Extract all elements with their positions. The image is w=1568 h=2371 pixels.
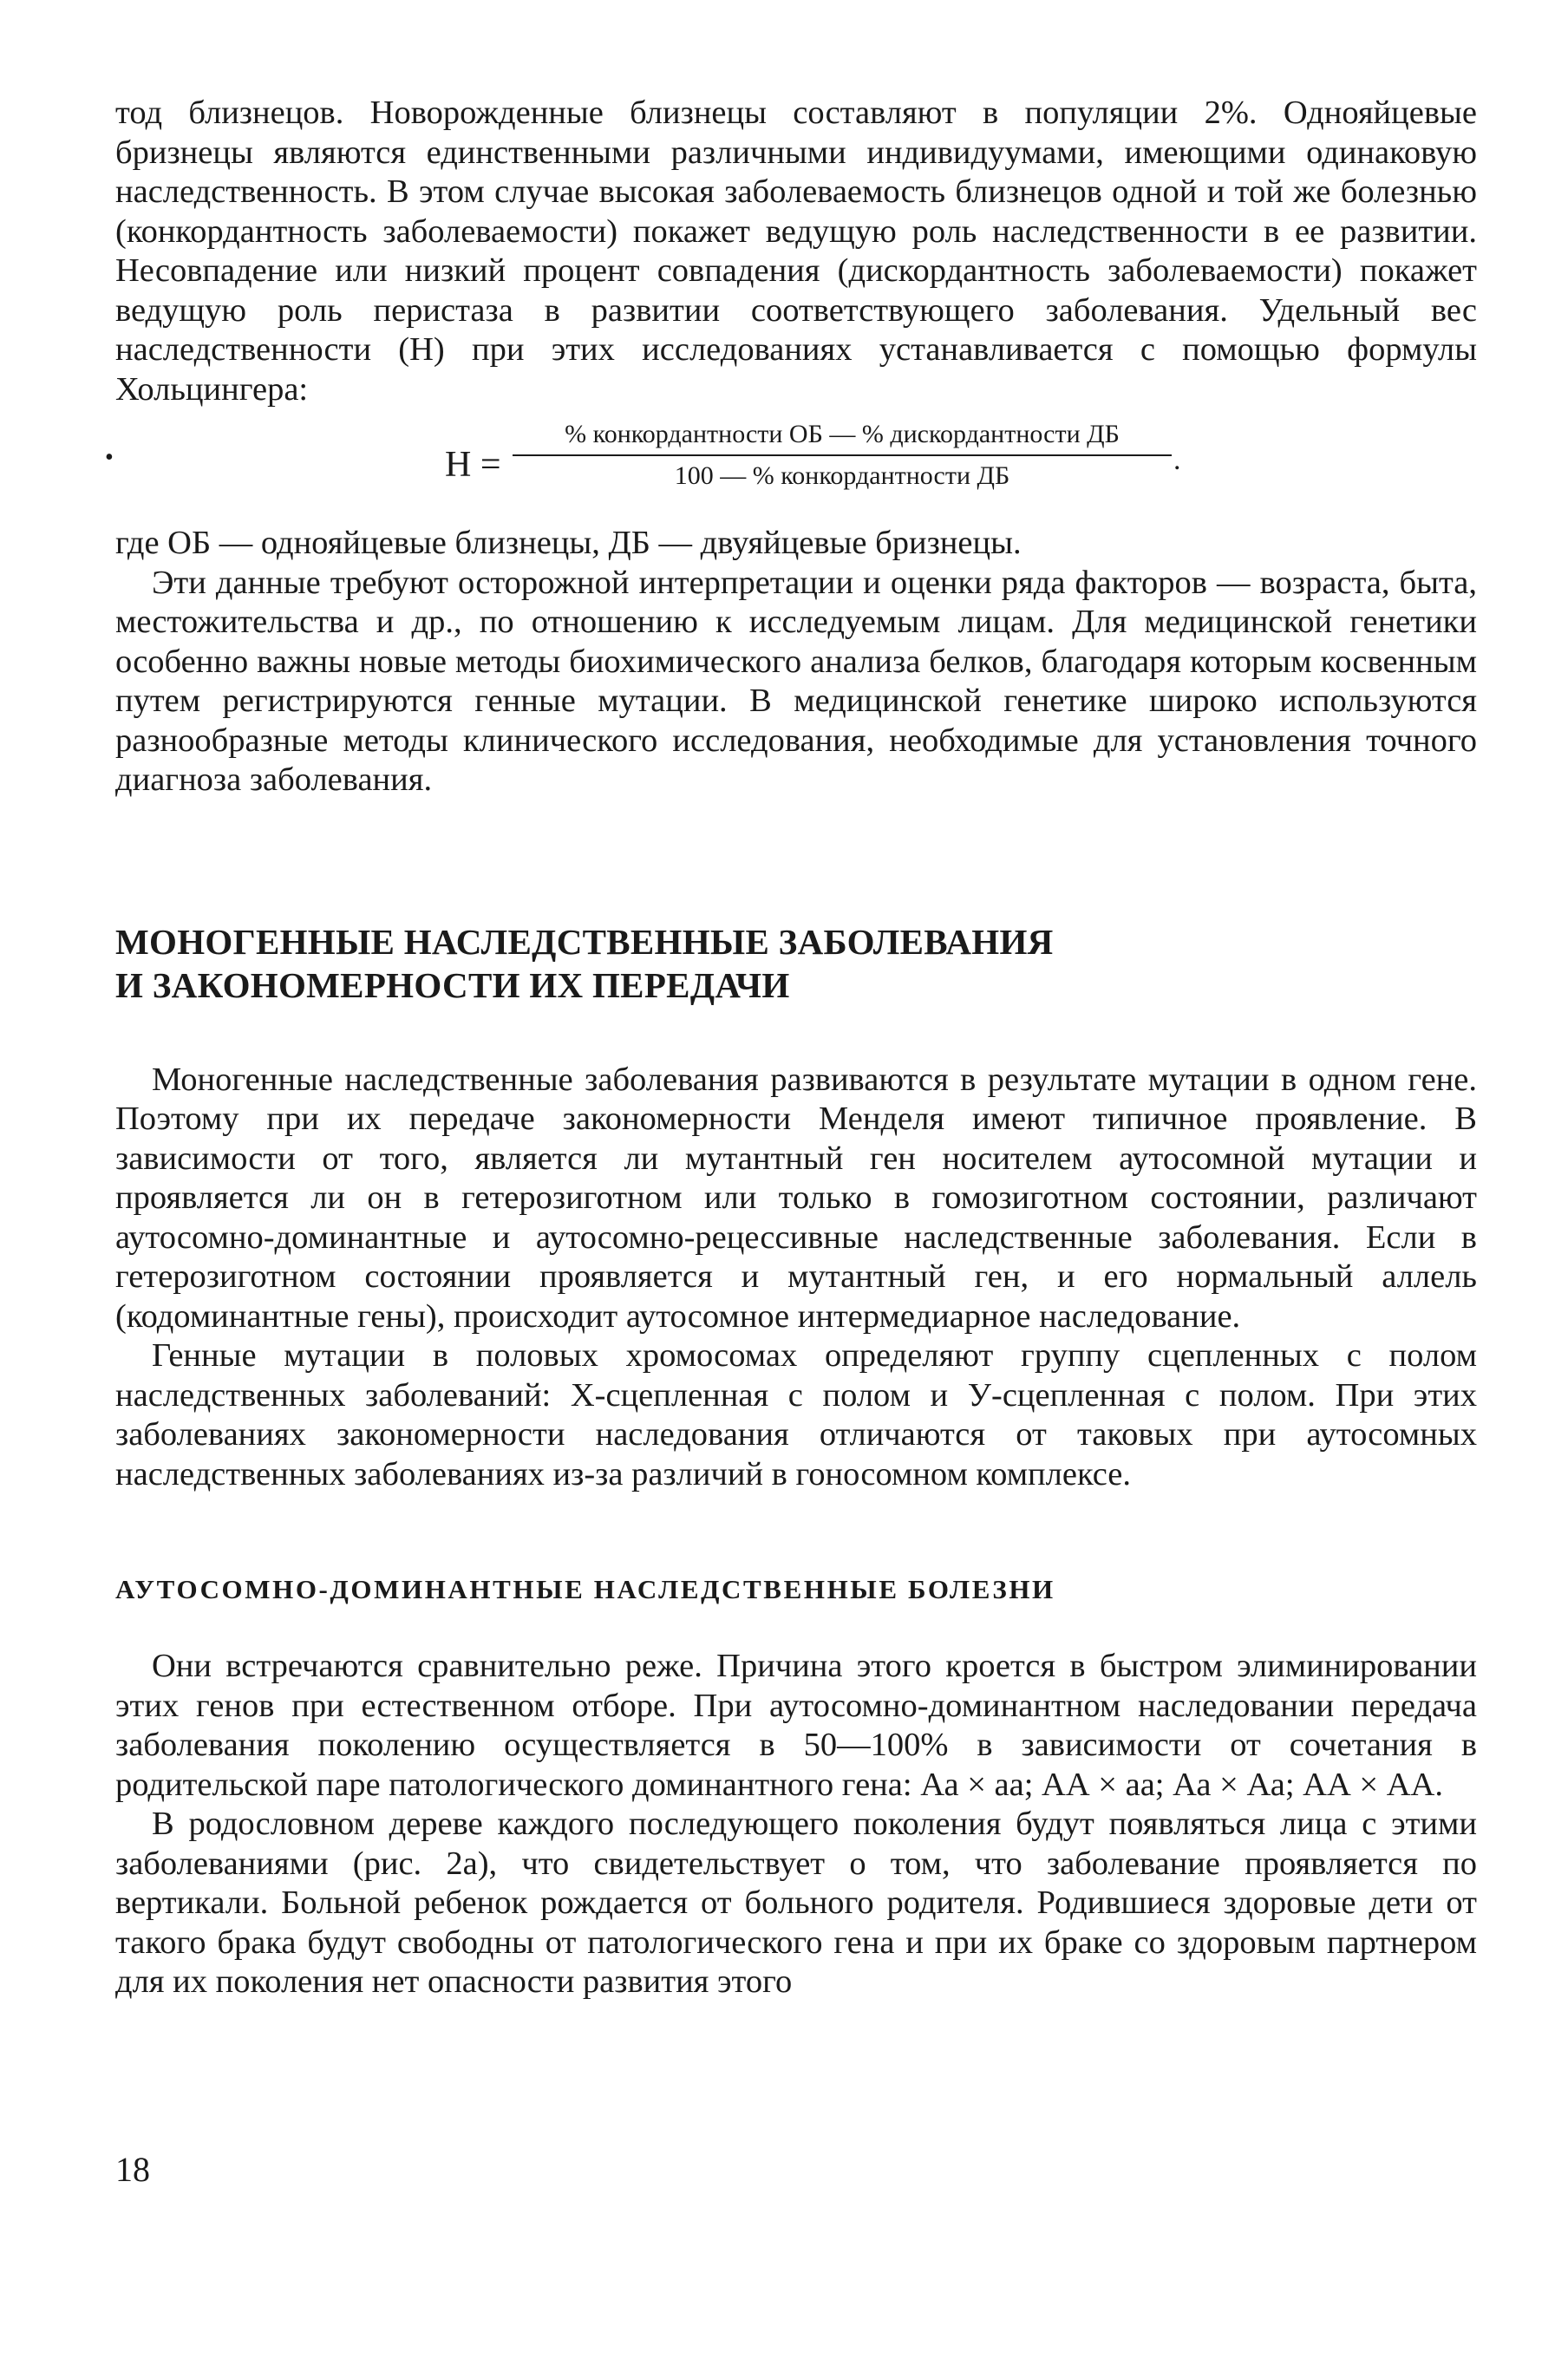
monogenic-paragraph: Моногенные наследственные заболевания развиваются в результате мутации в одном гене. Поэтому при их передаче закономерности Менделя имеют типичное проявление. В зависимости от того, является ли мутантный ген носителем аутосомной мутации и проявляется ли он в гетерозиготном или только в гомозиготном состоянии, различают аутосомно-доминантные и аутосомно-рецессивные наследственные заболевания. Если в гетерозиготном состоянии проявляется и мутантный ген, и его нормальный аллель (кодоминантные гены), происходит аутосомное интермедиарное наследование.: [115, 1061, 1477, 1335]
section-heading: [115, 920, 1477, 1007]
sex-linked-paragraph: Генные мутации в половых хромосомах определяют группу сцепленных с полом наследственных заболеваний: Х-сцепленная с полом и У-сцепленная с полом. При этих заболеваниях закономерности наследования отличаются от таковых при аутосомных наследственных заболеваниях из-за различий в гоносомном комплексе.: [115, 1337, 1477, 1492]
section-heading-line-1: МОНОГЕННЫЕ НАСЛЕДСТВЕННЫЕ ЗАБОЛЕВАНИЯ: [115, 921, 1054, 962]
formula-legend-paragraph: где ОБ — однояйцевые близнецы, ДБ — двуяйцевые бризнецы.: [115, 525, 1022, 561]
subsection-heading: АУТОСОМНО-ДОМИНАНТНЫЕ НАСЛЕДСТВЕННЫЕ БОЛЕЗНИ: [115, 1574, 1055, 1604]
formula-end-dot: .: [1173, 444, 1181, 476]
autosomal-dominant-paragraph: Они встречаются сравнительно реже. Причина этого кроется в быстром элиминировании этих генов при естественном отборе. При аутосомно-доминантном наследовании передача заболевания поколению осуществляется в 50—100% в зависимости от сочетания в родительской паре патологического доминантного гена: Аа × аа; АА × аа; Аа × Аа; АА × АА.: [115, 1648, 1477, 1803]
section-heading-line-2: И ЗАКОНОМЕРНОСТИ ИХ ПЕРЕДАЧИ: [115, 964, 790, 1005]
intro-paragraph: тод близнецов. Новорожденные близнецы составляют в популяции 2%. Однояйцевые бризнецы являются единственными различными индивидуумами, имеющими одинаковую наследственность. В этом случае высокая заболеваемость близнецов одной и той же болезнью (конкордантность заболеваемости) покажет ведущую роль наследственности в ее развитии. Несовпадение или низкий процент совпадения (дискордантность заболеваемости) покажет ведущую роль перистаза в развитии соответствующего заболевания. Удельный вес наследственности (Н) при этих исследованиях устанавливается с помощью формулы Хольцингера:: [115, 95, 1477, 408]
pedigree-paragraph: В родословном дереве каждого последующего поколения будут появляться лица с этими заболеваниями (рис. 2а), что свидетельствует о том, что заболевание проявляется по вертикали. Больной ребенок рождается от больного родителя. Родившиеся здоровые дети от такого брака будут свободны от патологического гена и при их браке со здоровым партнером для их поколения нет опасности развития этого: [115, 1806, 1477, 2000]
interpretation-paragraph: Эти данные требуют осторожной интерпретации и оценки ряда факторов — возраста, быта, местожительства и др., по отношению к исследуемым лицам. Для медицинской генетики особенно важны новые методы биохимического анализа белков, благодаря которым косвенным путем регистрируются генные мутации. В медицинской генетике широко используются разнообразные методы клинического исследования, необходимые для установления точного диагноза заболевания.: [115, 564, 1477, 798]
formula-fraction: [513, 418, 1172, 493]
stray-mark: •: [105, 444, 114, 471]
formula-denominator: 100 — % конкордантности ДБ: [674, 461, 1010, 490]
formula-numerator: % конкордантности ОБ — % дискордантности ДБ: [513, 418, 1172, 456]
formula-lhs: Н =: [445, 445, 501, 485]
page-number: 18: [115, 2150, 150, 2189]
holzinger-formula: [105, 418, 1477, 520]
page-body: [105, 94, 1477, 2002]
